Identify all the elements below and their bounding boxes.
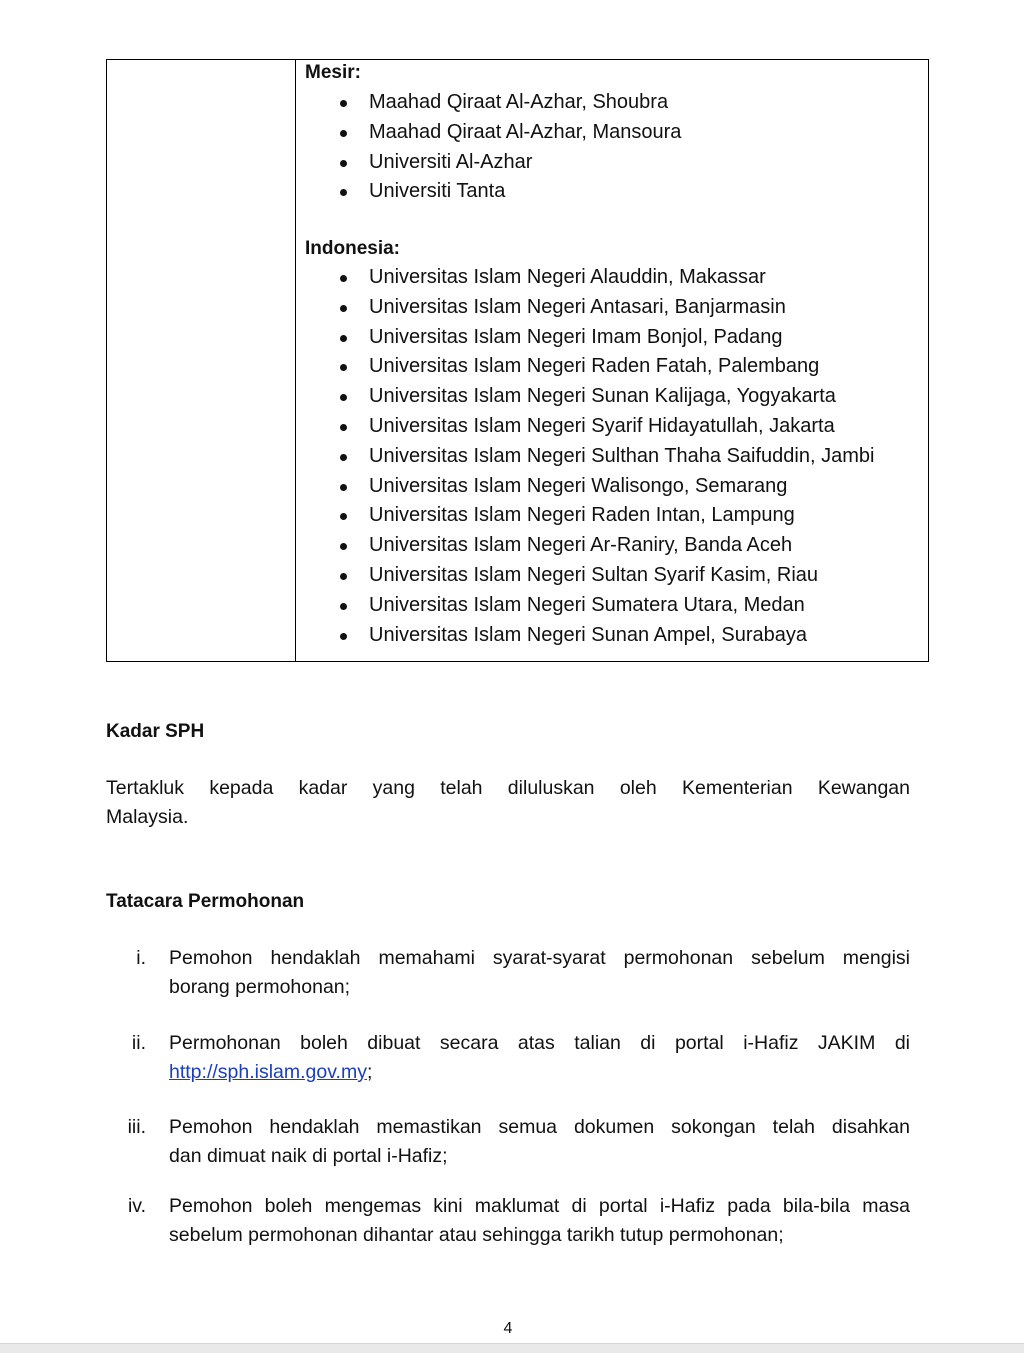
procedure-text: Pemohon boleh mengemas kini maklumat di portal i-Hafiz pada bila-bila masa <box>169 1195 910 1217</box>
list-item-label: Universitas Islam Negeri Imam Bonjol, Padang <box>369 325 783 348</box>
indonesia-heading: Indonesia: <box>305 238 401 259</box>
bullet-icon <box>340 573 347 580</box>
kadar-line-2: Malaysia. <box>106 806 189 828</box>
list-item-label: Universitas Islam Negeri Walisongo, Semarang <box>369 474 788 497</box>
list-item <box>337 148 681 178</box>
procedure-text: borang permohonan; <box>169 976 351 998</box>
bullet-icon <box>340 633 347 640</box>
procedure-text: Pemohon hendaklah memastikan semua dokumen sokongan telah disahkan <box>169 1116 910 1138</box>
bullet-icon <box>340 335 347 342</box>
table-left-column <box>107 60 296 661</box>
procedure-text: Permohonan boleh dibuat secara atas talian di portal i-Hafiz JAKIM di <box>169 1032 910 1054</box>
bullet-icon <box>340 394 347 401</box>
list-item-label: Maahad Qiraat Al-Azhar, Shoubra <box>369 91 669 113</box>
list-item-label: Universitas Islam Negeri Sulthan Thaha Saifuddin, Jambi <box>369 444 875 467</box>
tatacara-heading: Tatacara Permohonan <box>106 891 305 912</box>
list-item <box>337 621 874 651</box>
list-item <box>337 472 874 502</box>
procedure-text: dan dimuat naik di portal i-Hafiz; <box>169 1145 448 1167</box>
list-item-label: Universitas Islam Negeri Ar-Raniry, Banda Aceh <box>369 534 793 557</box>
mesir-university-list <box>337 88 681 207</box>
bullet-icon <box>340 424 347 431</box>
procedure-link-line <box>169 1058 910 1087</box>
list-item <box>337 412 874 442</box>
portal-link[interactable]: http://sph.islam.gov.my <box>169 1061 367 1083</box>
page-number: 4 <box>503 1320 513 1337</box>
bullet-icon <box>340 454 347 461</box>
bullet-icon <box>340 189 347 196</box>
list-item <box>337 118 681 148</box>
bullet-icon <box>340 364 347 371</box>
list-item-label: Universitas Islam Negeri Sumatera Utara, Medan <box>369 593 805 616</box>
list-item <box>337 531 874 561</box>
list-item-label: Universitas Islam Negeri Sultan Syarif Kasim, Riau <box>369 563 819 586</box>
list-item <box>337 501 874 531</box>
list-item <box>337 88 681 118</box>
bullet-icon <box>340 484 347 491</box>
bullet-icon <box>340 100 347 107</box>
list-item-label: Universiti Tanta <box>369 180 506 203</box>
list-item-label: Universitas Islam Negeri Sunan Ampel, Surabaya <box>369 623 807 646</box>
bullet-icon <box>340 543 347 550</box>
list-item <box>337 323 874 353</box>
link-suffix: ; <box>366 1061 373 1083</box>
list-item-label: Maahad Qiraat Al-Azhar, Mansoura <box>369 120 682 143</box>
list-item <box>337 293 874 323</box>
list-item <box>337 442 874 472</box>
procedure-text: sebelum permohonan dihantar atau sehingga tarikh tutup permohonan; <box>169 1224 784 1246</box>
procedure-text: Pemohon hendaklah memahami syarat-syarat permohonan sebelum mengisi <box>169 947 910 969</box>
bullet-icon <box>340 305 347 312</box>
indonesia-university-list <box>337 263 874 650</box>
bullet-icon <box>340 513 347 520</box>
procedure-number: ii. <box>131 1032 146 1054</box>
list-item-label: Universitas Islam Negeri Syarif Hidayatullah, Jakarta <box>369 414 835 437</box>
list-item-label: Universitas Islam Negeri Raden Fatah, Palembang <box>369 355 820 378</box>
list-item <box>337 382 874 412</box>
list-item-label: Universitas Islam Negeri Antasari, Banjarmasin <box>369 295 786 318</box>
procedure-number: iv. <box>127 1195 146 1217</box>
list-item-label: Universitas Islam Negeri Alauddin, Makassar <box>369 266 766 288</box>
list-item-label: Universiti Al-Azhar <box>369 150 533 173</box>
mesir-heading: Mesir: <box>305 62 361 83</box>
kadar-line-1: Tertakluk kepada kadar yang telah diluluskan oleh Kementerian Kewangan <box>106 777 910 799</box>
kadar-sph-heading: Kadar SPH <box>106 721 205 742</box>
list-item <box>337 177 681 207</box>
kadar-sph-paragraph <box>106 774 910 832</box>
list-item-label: Universitas Islam Negeri Sunan Kalijaga, Yogyakarta <box>369 385 836 408</box>
list-item <box>337 263 874 293</box>
procedure-number: i. <box>136 947 146 969</box>
procedure-number: iii. <box>127 1116 146 1138</box>
bullet-icon <box>340 160 347 167</box>
list-item-label: Universitas Islam Negeri Raden Intan, Lampung <box>369 504 795 527</box>
bullet-icon <box>340 130 347 137</box>
bullet-icon <box>340 275 347 282</box>
list-item <box>337 591 874 621</box>
list-item <box>337 561 874 591</box>
list-item <box>337 352 874 382</box>
bullet-icon <box>340 603 347 610</box>
